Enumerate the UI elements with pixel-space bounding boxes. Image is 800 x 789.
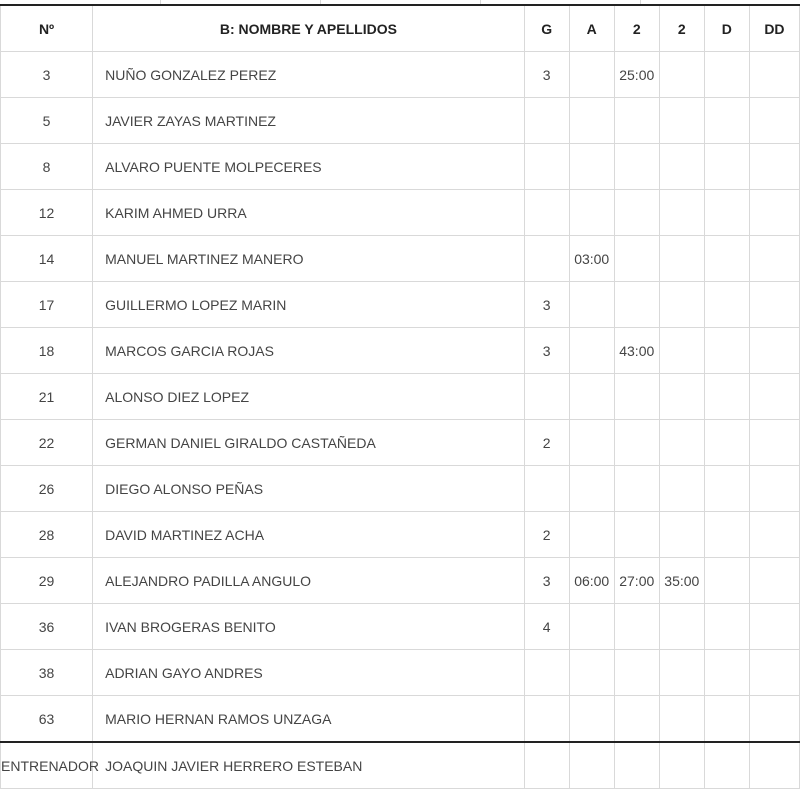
- suspension-1-cell: [614, 512, 659, 558]
- coach-label: ENTRENADOR: [1, 742, 93, 789]
- warning-cell: 03:00: [569, 236, 614, 282]
- table-row: [1, 98, 800, 144]
- player-name: MARCOS GARCIA ROJAS: [93, 328, 525, 374]
- player-number: 36: [1, 604, 93, 650]
- header-number: Nº: [1, 5, 93, 52]
- player-name: DAVID MARTINEZ ACHA: [93, 512, 525, 558]
- suspension-1-cell: [614, 604, 659, 650]
- dd-cell: [749, 420, 799, 466]
- player-name: ALVARO PUENTE MOLPECERES: [93, 144, 525, 190]
- suspension-2-cell: [659, 144, 704, 190]
- table-cell: [749, 742, 799, 789]
- disqualification-cell: [704, 190, 749, 236]
- disqualification-cell: [704, 98, 749, 144]
- suspension-2-cell: [659, 512, 704, 558]
- table-header-row: [1, 5, 800, 52]
- table-row: [1, 512, 800, 558]
- player-name: ALONSO DIEZ LOPEZ: [93, 374, 525, 420]
- goals-cell: 3: [524, 282, 569, 328]
- suspension-2-cell: [659, 236, 704, 282]
- warning-cell: 06:00: [569, 558, 614, 604]
- player-number: 17: [1, 282, 93, 328]
- warning-cell: [569, 512, 614, 558]
- player-number: 18: [1, 328, 93, 374]
- dd-cell: [749, 374, 799, 420]
- goals-cell: [524, 236, 569, 282]
- warning-cell: [569, 420, 614, 466]
- coach-name: JOAQUIN JAVIER HERRERO ESTEBAN: [93, 742, 525, 789]
- goals-cell: 3: [524, 558, 569, 604]
- header-dd: DD: [749, 5, 799, 52]
- suspension-1-cell: [614, 420, 659, 466]
- disqualification-cell: [704, 650, 749, 696]
- goals-cell: [524, 190, 569, 236]
- table-row: [1, 466, 800, 512]
- player-name: MARIO HERNAN RAMOS UNZAGA: [93, 696, 525, 743]
- disqualification-cell: [704, 374, 749, 420]
- goals-cell: 3: [524, 52, 569, 98]
- disqualification-cell: [704, 604, 749, 650]
- player-number: 38: [1, 650, 93, 696]
- suspension-2-cell: [659, 696, 704, 743]
- goals-cell: 4: [524, 604, 569, 650]
- table-cell: [704, 742, 749, 789]
- player-name: NUÑO GONZALEZ PEREZ: [93, 52, 525, 98]
- header-name: B: NOMBRE Y APELLIDOS: [93, 5, 525, 52]
- table-cell: [614, 742, 659, 789]
- warning-cell: [569, 604, 614, 650]
- table-cell: [569, 742, 614, 789]
- disqualification-cell: [704, 236, 749, 282]
- goals-cell: [524, 650, 569, 696]
- dd-cell: [749, 328, 799, 374]
- header-disqualification: D: [704, 5, 749, 52]
- goals-cell: [524, 466, 569, 512]
- table-row: [1, 696, 800, 743]
- dd-cell: [749, 696, 799, 743]
- table-row: [1, 604, 800, 650]
- suspension-1-cell: [614, 190, 659, 236]
- player-name: JAVIER ZAYAS MARTINEZ: [93, 98, 525, 144]
- player-number: 8: [1, 144, 93, 190]
- dd-cell: [749, 558, 799, 604]
- suspension-2-cell: [659, 52, 704, 98]
- dd-cell: [749, 282, 799, 328]
- player-name: DIEGO ALONSO PEÑAS: [93, 466, 525, 512]
- player-name: GERMAN DANIEL GIRALDO CASTAÑEDA: [93, 420, 525, 466]
- coach-row: [1, 742, 800, 789]
- table-row: [1, 558, 800, 604]
- table-row: [1, 328, 800, 374]
- table-row: [1, 190, 800, 236]
- header-warning: A: [569, 5, 614, 52]
- suspension-1-cell: [614, 236, 659, 282]
- warning-cell: [569, 374, 614, 420]
- player-name: KARIM AHMED URRA: [93, 190, 525, 236]
- warning-cell: [569, 52, 614, 98]
- warning-cell: [569, 98, 614, 144]
- goals-cell: [524, 374, 569, 420]
- table-cell: [659, 742, 704, 789]
- player-number: 12: [1, 190, 93, 236]
- goals-cell: 2: [524, 420, 569, 466]
- dd-cell: [749, 190, 799, 236]
- disqualification-cell: [704, 328, 749, 374]
- table-row: [1, 374, 800, 420]
- suspension-2-cell: [659, 420, 704, 466]
- header-suspension-1: 2: [614, 5, 659, 52]
- player-name: MANUEL MARTINEZ MANERO: [93, 236, 525, 282]
- header-goals: G: [524, 5, 569, 52]
- table-row: [1, 650, 800, 696]
- suspension-2-cell: [659, 98, 704, 144]
- dd-cell: [749, 466, 799, 512]
- warning-cell: [569, 328, 614, 374]
- suspension-2-cell: 35:00: [659, 558, 704, 604]
- player-number: 28: [1, 512, 93, 558]
- player-number: 22: [1, 420, 93, 466]
- suspension-2-cell: [659, 282, 704, 328]
- warning-cell: [569, 190, 614, 236]
- player-name: ALEJANDRO PADILLA ANGULO: [93, 558, 525, 604]
- disqualification-cell: [704, 144, 749, 190]
- suspension-2-cell: [659, 466, 704, 512]
- suspension-1-cell: [614, 98, 659, 144]
- suspension-1-cell: 25:00: [614, 52, 659, 98]
- dd-cell: [749, 604, 799, 650]
- table-row: [1, 420, 800, 466]
- player-number: 21: [1, 374, 93, 420]
- goals-cell: [524, 98, 569, 144]
- player-number: 29: [1, 558, 93, 604]
- roster-table: [0, 4, 800, 789]
- warning-cell: [569, 696, 614, 743]
- dd-cell: [749, 144, 799, 190]
- dd-cell: [749, 512, 799, 558]
- suspension-1-cell: [614, 374, 659, 420]
- disqualification-cell: [704, 52, 749, 98]
- dd-cell: [749, 236, 799, 282]
- suspension-2-cell: [659, 650, 704, 696]
- disqualification-cell: [704, 696, 749, 743]
- disqualification-cell: [704, 282, 749, 328]
- player-number: 5: [1, 98, 93, 144]
- disqualification-cell: [704, 512, 749, 558]
- goals-cell: 2: [524, 512, 569, 558]
- header-suspension-2: 2: [659, 5, 704, 52]
- disqualification-cell: [704, 420, 749, 466]
- suspension-2-cell: [659, 374, 704, 420]
- dd-cell: [749, 650, 799, 696]
- suspension-1-cell: [614, 144, 659, 190]
- dd-cell: [749, 98, 799, 144]
- goals-cell: [524, 696, 569, 743]
- disqualification-cell: [704, 558, 749, 604]
- suspension-1-cell: 43:00: [614, 328, 659, 374]
- suspension-1-cell: 27:00: [614, 558, 659, 604]
- player-number: 3: [1, 52, 93, 98]
- warning-cell: [569, 282, 614, 328]
- suspension-2-cell: [659, 328, 704, 374]
- warning-cell: [569, 650, 614, 696]
- warning-cell: [569, 144, 614, 190]
- table-row: [1, 282, 800, 328]
- suspension-2-cell: [659, 604, 704, 650]
- goals-cell: [524, 144, 569, 190]
- player-name: IVAN BROGERAS BENITO: [93, 604, 525, 650]
- suspension-1-cell: [614, 696, 659, 743]
- suspension-1-cell: [614, 282, 659, 328]
- disqualification-cell: [704, 466, 749, 512]
- player-name: GUILLERMO LOPEZ MARIN: [93, 282, 525, 328]
- player-number: 26: [1, 466, 93, 512]
- suspension-2-cell: [659, 190, 704, 236]
- table-row: [1, 144, 800, 190]
- suspension-1-cell: [614, 650, 659, 696]
- table-row: [1, 52, 800, 98]
- suspension-1-cell: [614, 466, 659, 512]
- player-number: 14: [1, 236, 93, 282]
- player-name: ADRIAN GAYO ANDRES: [93, 650, 525, 696]
- table-row: [1, 236, 800, 282]
- player-number: 63: [1, 696, 93, 743]
- table-cell: [524, 742, 569, 789]
- goals-cell: 3: [524, 328, 569, 374]
- warning-cell: [569, 466, 614, 512]
- dd-cell: [749, 52, 799, 98]
